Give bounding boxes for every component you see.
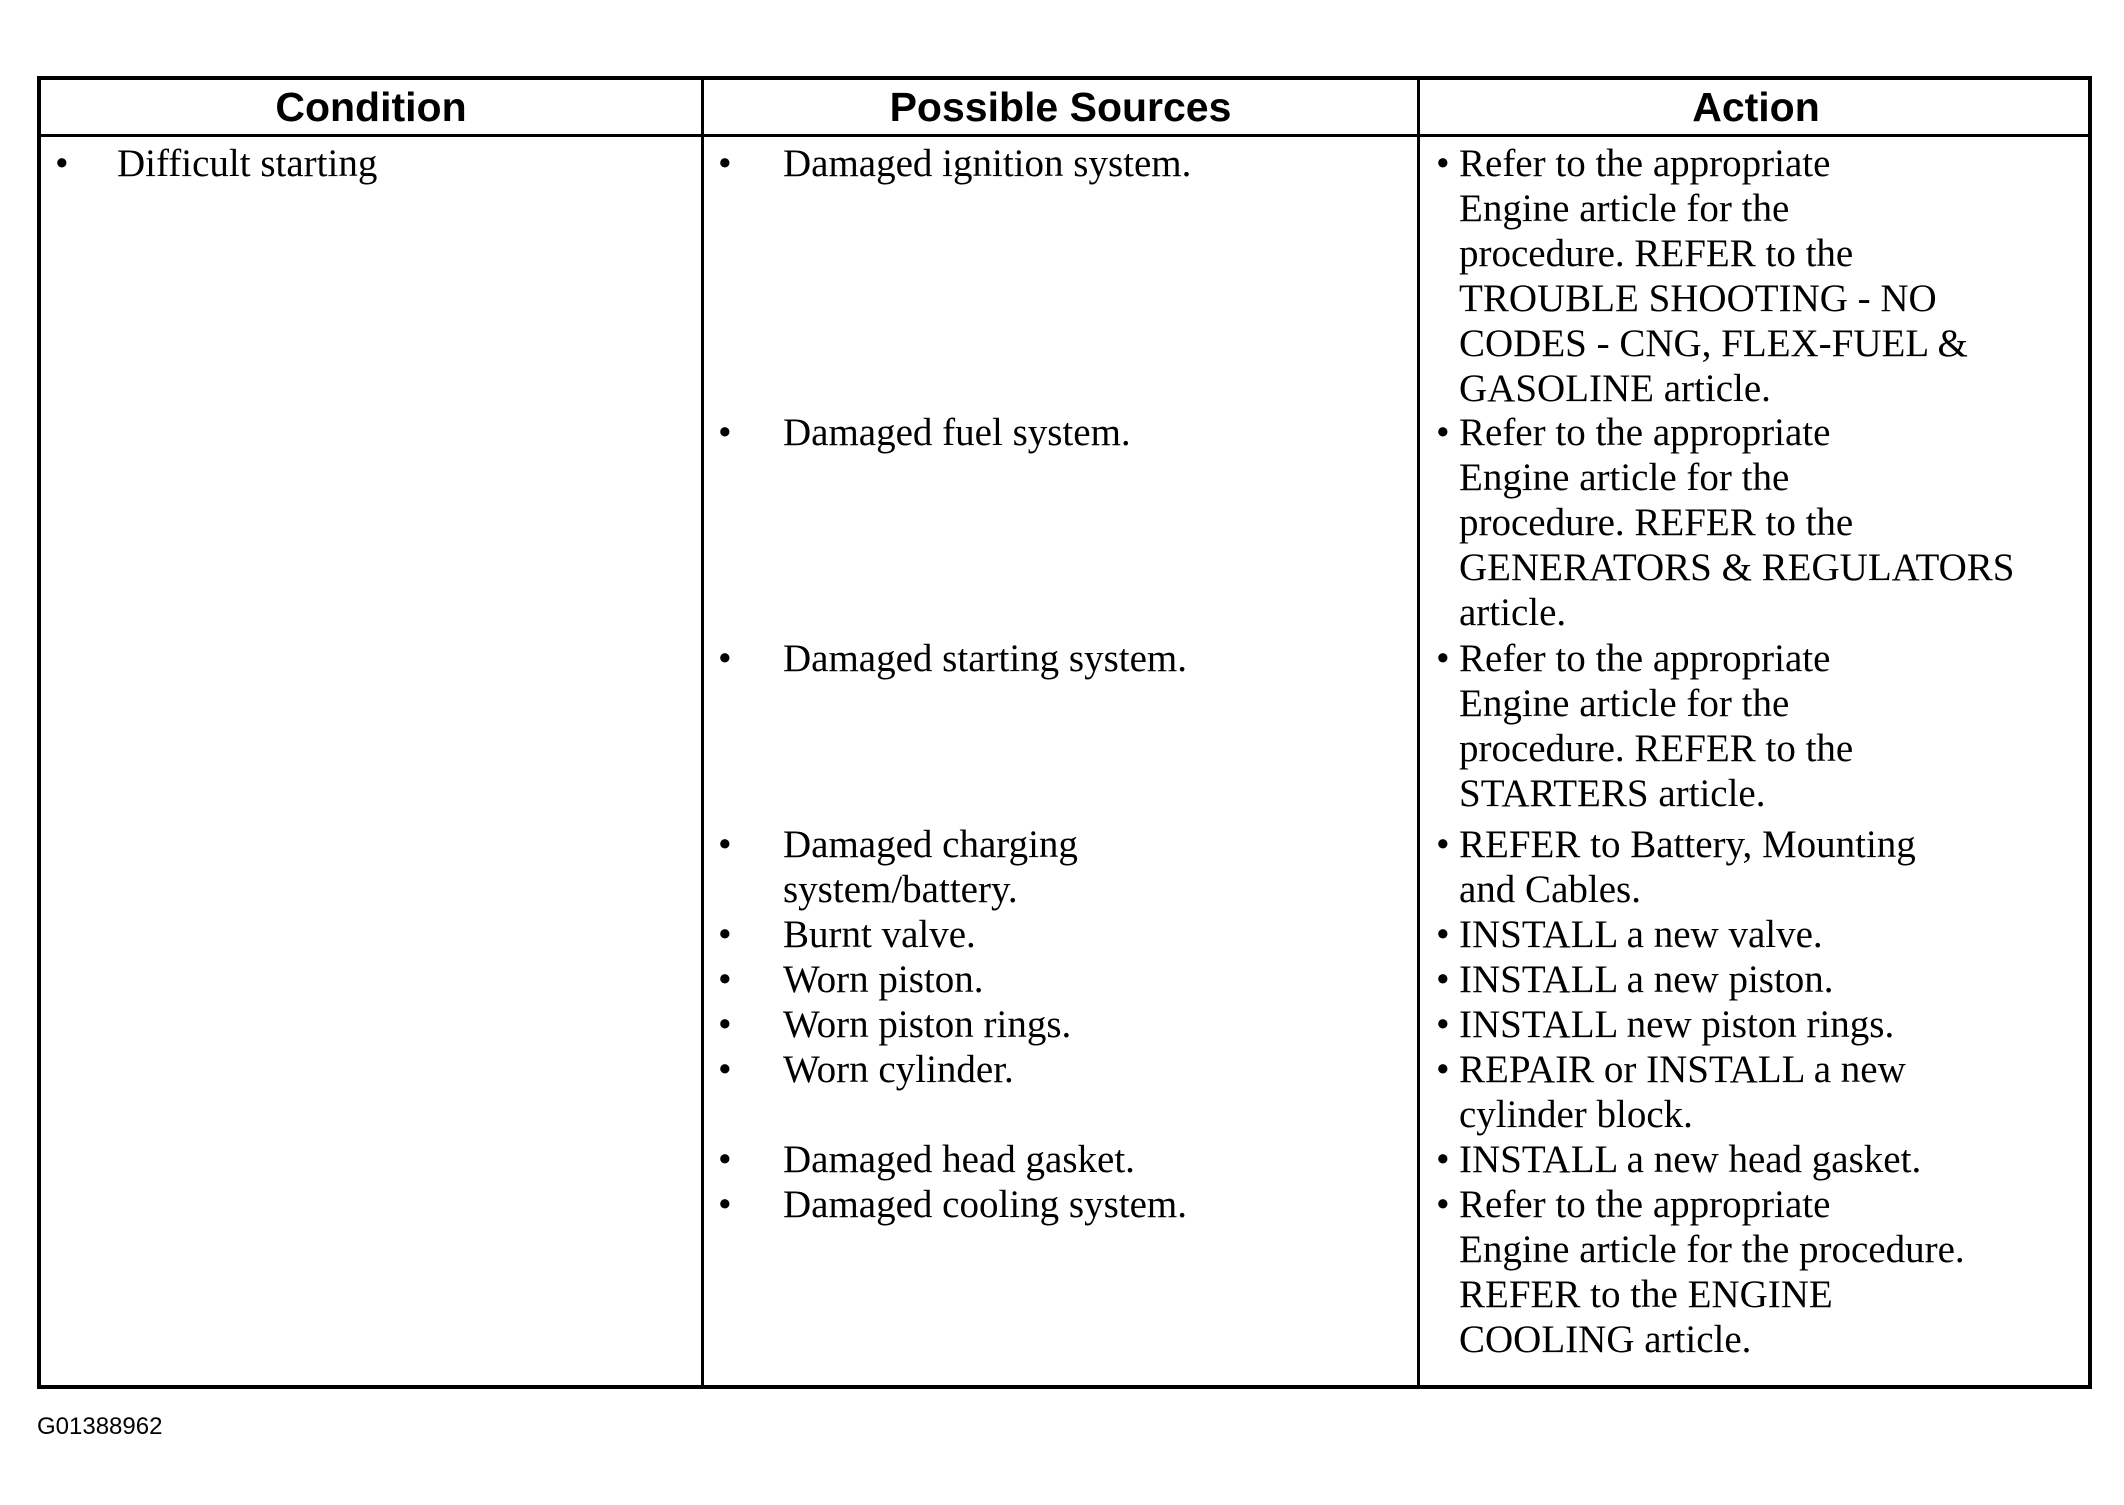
action-text: Refer to the appropriate Engine article for the procedure. REFER to the STARTERS article. [1459,637,1854,815]
source-bullet: • [718,637,732,680]
source-bullet: • [718,142,732,185]
column-divider [701,80,704,1385]
source-bullet: • [718,823,732,866]
table-header-row [41,80,2088,137]
header-action: Action [1692,84,1820,130]
action-text: REFER to Battery, Mounting and Cables. [1459,823,1916,911]
action-text: Refer to the appropriate Engine article for the procedure. REFER to the TROUBLE SHOOTING - NO CODES - CNG, FLEX-FUEL & GASOLINE article. [1459,142,1968,410]
action-bullet: • [1436,1003,1450,1046]
condition-text: Difficult starting [117,142,378,185]
action-text: Refer to the appropriate Engine article for the procedure. REFER to the ENGINE COOLING article. [1459,1183,1965,1361]
action-bullet: • [1436,958,1450,1001]
figure-code: G01388962 [37,1413,163,1440]
source-text: Damaged head gasket. [783,1138,1135,1181]
source-bullet: • [718,1048,732,1091]
action-text: Refer to the appropriate Engine article for the procedure. REFER to the GENERATORS & REGULATORS article. [1459,411,2015,634]
column-divider [1417,80,1420,1385]
action-bullet: • [1436,1183,1450,1226]
source-text: Worn piston. [783,958,984,1001]
action-text: INSTALL new piston rings. [1459,1003,1895,1046]
action-text: INSTALL a new head gasket. [1459,1138,1922,1181]
source-text: Damaged starting system. [783,637,1187,680]
action-bullet: • [1436,1048,1450,1091]
source-text: Damaged ignition system. [783,142,1192,185]
source-text: Burnt valve. [783,913,976,956]
header-possible-sources: Possible Sources [889,84,1232,130]
source-bullet: • [718,1183,732,1226]
source-text: Worn piston rings. [783,1003,1072,1046]
source-text: Worn cylinder. [783,1048,1014,1091]
condition-bullet: • [55,142,69,185]
action-text: REPAIR or INSTALL a new cylinder block. [1459,1048,1906,1136]
source-text: Damaged fuel system. [783,411,1131,454]
source-bullet: • [718,1138,732,1181]
header-condition: Condition [275,84,467,130]
source-text: Damaged charging system/battery. [783,823,1078,911]
action-text: INSTALL a new valve. [1459,913,1823,956]
action-bullet: • [1436,913,1450,956]
source-bullet: • [718,958,732,1001]
action-bullet: • [1436,1138,1450,1181]
source-bullet: • [718,1003,732,1046]
source-bullet: • [718,411,732,454]
action-bullet: • [1436,411,1450,454]
action-bullet: • [1436,823,1450,866]
action-text: INSTALL a new piston. [1459,958,1834,1001]
action-bullet: • [1436,637,1450,680]
source-text: Damaged cooling system. [783,1183,1187,1226]
source-bullet: • [718,913,732,956]
action-bullet: • [1436,142,1450,185]
